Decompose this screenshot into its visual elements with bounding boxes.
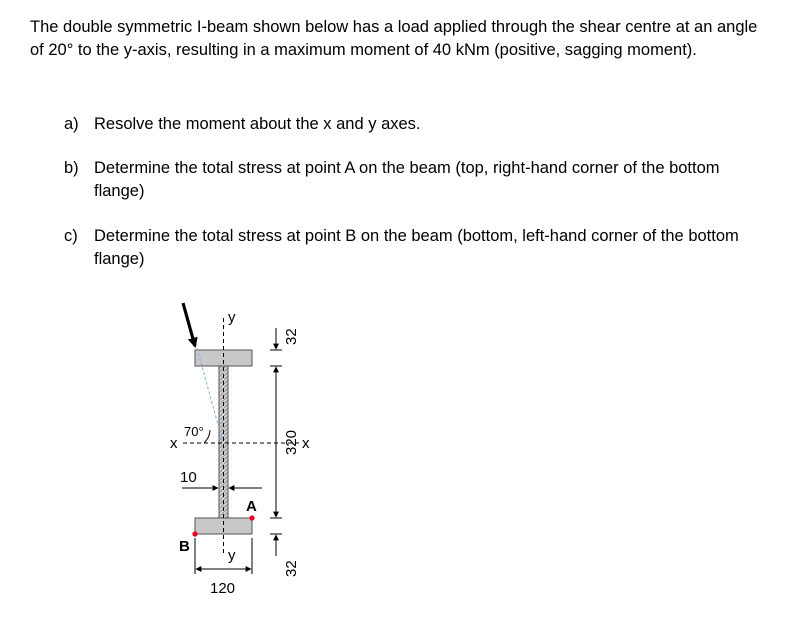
- point-a-marker: [249, 515, 254, 520]
- top-flange-dim-label: 32: [283, 328, 300, 345]
- axis-y-bottom-label: y: [228, 547, 236, 564]
- question-b-letter: b): [64, 159, 79, 177]
- axis-x-right-label: x: [302, 435, 310, 452]
- question-b-text: Determine the total stress at point A on the beam (top, right-hand corner of the bottom flange): [94, 159, 720, 200]
- flange-width-label: 120: [210, 580, 236, 597]
- angle-label: 70°: [184, 424, 204, 439]
- load-arrow: [183, 303, 195, 346]
- web-thickness-label: 10: [180, 469, 197, 486]
- point-b-label: B: [179, 538, 190, 555]
- question-a-text: Resolve the moment about the x and y axes.: [94, 115, 421, 133]
- axis-y-top-label: y: [228, 309, 236, 326]
- bottom-flange-dim-label: 32: [283, 560, 300, 577]
- depth-dim-label: 320: [283, 429, 300, 455]
- axis-x-left-label: x: [170, 435, 178, 452]
- point-a-label: A: [246, 498, 257, 515]
- problem-intro: The double symmetric I-beam shown below has a load applied through the shear centre at an angle of 20° to the y-axis, resulting in a maximum moment of 40 kNm (positive, sagging moment).: [30, 18, 758, 59]
- question-c-letter: c): [64, 227, 78, 245]
- question-a-letter: a): [64, 115, 79, 133]
- point-b-marker: [192, 531, 197, 536]
- question-c-text: Determine the total stress at point B on the beam (bottom, left-hand corner of the bottom flange): [94, 227, 739, 268]
- angle-arc: [204, 430, 210, 443]
